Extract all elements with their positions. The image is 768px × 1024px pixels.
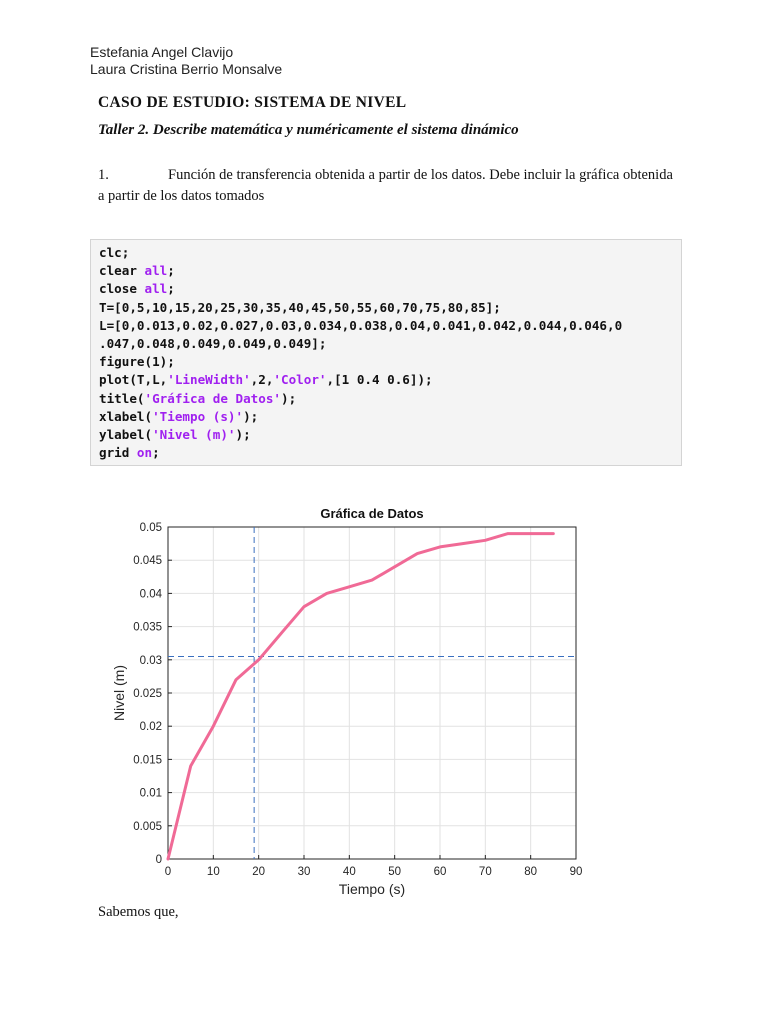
code-block	[90, 239, 682, 466]
data-point	[235, 679, 237, 681]
y-tick-label: 0	[155, 854, 162, 866]
author-name: Laura Cristina Berrio Monsalve	[90, 61, 283, 77]
x-tick-label: 70	[478, 866, 492, 878]
y-tick-label: 0.05	[139, 522, 162, 534]
data-point	[393, 566, 395, 568]
data-point	[348, 586, 350, 588]
data-point	[439, 546, 441, 548]
code-token: ,[1 0.4 0.6]);	[326, 372, 433, 388]
data-point	[461, 542, 463, 544]
data-point	[484, 539, 486, 541]
code-token: );	[280, 390, 297, 406]
code-line	[99, 371, 681, 389]
question-number: 1.	[98, 167, 109, 183]
code-token: 'Color'	[273, 372, 327, 388]
x-tick-label: 80	[524, 866, 538, 878]
y-tick-label: 0.04	[139, 588, 162, 601]
chart-title: Gráfica de Datos	[320, 506, 424, 521]
code-token: ;	[167, 281, 175, 297]
code-token: ;	[152, 445, 160, 461]
code-token: clear	[99, 263, 145, 279]
x-tick-label: 60	[433, 866, 447, 878]
code-token: ylabel(	[99, 427, 153, 443]
code-token: xlabel(	[99, 408, 153, 424]
code-token: L=[0,0.013,0.02,0.027,0.03,0.034,0.038,0.04,0.041,0.042,0.044,0.046,0	[99, 317, 623, 333]
y-tick-label: 0.03	[139, 654, 162, 667]
code-token: 'Nivel (m)'	[152, 427, 236, 443]
data-point	[303, 605, 305, 607]
y-tick-label: 0.035	[133, 621, 162, 634]
code-token: grid	[99, 445, 137, 461]
x-axis-label: Tiempo (s)	[338, 881, 406, 897]
data-point	[257, 659, 259, 661]
code-line	[99, 280, 681, 298]
code-line	[99, 390, 681, 408]
x-tick-label: 30	[297, 866, 311, 878]
x-tick-label: 90	[569, 866, 583, 878]
code-line	[99, 335, 681, 353]
code-token: close	[99, 281, 145, 297]
code-token: T=[0,5,10,15,20,25,30,35,40,45,50,55,60,70,75,80,85];	[99, 299, 501, 315]
code-token: all	[144, 281, 168, 297]
data-point	[167, 858, 169, 860]
code-line	[99, 299, 681, 317]
code-token: ,2,	[250, 372, 274, 388]
x-tick-label: 50	[388, 866, 402, 878]
data-point	[416, 552, 418, 554]
code-line	[99, 262, 681, 280]
y-tick-label: 0.045	[133, 555, 162, 568]
code-token: figure(1);	[99, 354, 175, 370]
data-point	[507, 532, 509, 534]
code-line	[99, 426, 681, 444]
code-line	[99, 353, 681, 371]
question-text: Función de transferencia obtenida a partir de los datos. Debe incluir la gráfica obtenida a partir de los datos tomados	[98, 167, 673, 204]
closing-text: Sabemos que,	[98, 904, 179, 920]
data-point	[212, 725, 214, 727]
code-line	[99, 408, 681, 426]
code-token: 'Tiempo (s)'	[152, 408, 244, 424]
code-token: clc;	[99, 245, 130, 260]
y-tick-label: 0.01	[139, 787, 162, 800]
workshop-subtitle: Taller 2. Describe matemática y numéricamente el sistema dinámico	[98, 122, 519, 138]
code-token: on	[136, 445, 153, 461]
x-tick-label: 40	[342, 866, 356, 878]
author-name: Estefania Angel Clavijo	[90, 44, 234, 60]
data-point	[371, 579, 373, 581]
data-point	[552, 532, 554, 534]
data-point	[280, 632, 282, 634]
x-tick-label: 0	[164, 866, 172, 878]
code-token: plot(T,L,	[99, 372, 168, 388]
code-token: 'LineWidth'	[167, 372, 251, 388]
case-title: CASO DE ESTUDIO: SISTEMA DE NIVEL	[98, 94, 407, 111]
y-tick-label: 0.025	[133, 688, 162, 700]
code-token: .047,0.048,0.049,0.049,0.049];	[99, 336, 327, 352]
y-tick-label: 0.02	[139, 721, 162, 734]
data-point	[529, 532, 531, 534]
author-list	[90, 44, 282, 78]
code-line	[99, 317, 681, 335]
x-tick-label: 10	[206, 866, 220, 878]
data-point	[325, 592, 327, 594]
y-tick-label: 0.015	[133, 754, 162, 767]
level-chart	[100, 498, 600, 908]
question-1	[98, 165, 678, 207]
code-token: 'Gráfica de Datos'	[144, 390, 281, 406]
y-axis-label: Nivel (m)	[111, 665, 127, 721]
code-token: title(	[99, 390, 145, 406]
code-token: all	[144, 263, 168, 279]
x-tick-label: 20	[252, 866, 266, 878]
y-tick-label: 0.005	[133, 820, 162, 833]
code-token: );	[235, 427, 251, 443]
code-token: );	[243, 408, 259, 424]
code-line	[99, 244, 681, 262]
code-line	[99, 444, 681, 462]
data-point	[189, 765, 191, 767]
code-token: ;	[167, 263, 175, 279]
